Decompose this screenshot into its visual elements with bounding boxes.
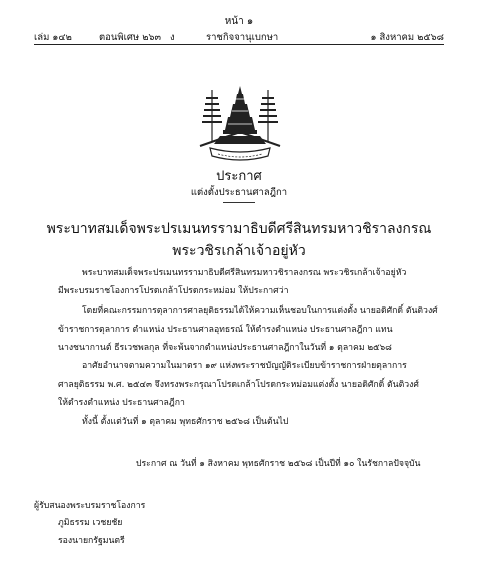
- royal-name-line-2: พระวชิรเกล้าเจ้าอยู่หัว: [172, 243, 306, 259]
- royal-name-line-1: พระบาทสมเด็จพระปรเมนทรรามาธิบดีศรีสินทรมหาวชิราลงกรณ: [46, 221, 432, 237]
- body-line: อาศัยอำนาจตามความในมาตรา ๑๙ แห่งพระราชบัญญัติระเบียบข้าราชการฝ่ายตุลาการ: [82, 361, 407, 371]
- announcement-subtitle: แต่งตั้งประธานศาลฎีกา: [190, 187, 288, 198]
- body-line: ศาลยุติธรรม พ.ศ. ๒๕๔๓ จึงทรงพระกรุณาโปรดเกล้าโปรดกระหม่อมแต่งตั้ง นายอดิศักดิ์ ตันติวงศ์: [58, 380, 419, 390]
- issue-number: ตอนพิเศษ ๒๖๓: [99, 32, 161, 43]
- body-line: โดยที่คณะกรรมการตุลาการศาลยุติธรรมได้ให้ความเห็นชอบในการแต่งตั้ง นายอดิศักดิ์ ตันติวงศ์: [82, 306, 438, 316]
- body-line: ให้ดำรงตำแหน่ง ประธานศาลฎีกา: [58, 398, 185, 408]
- countersigner-name: ภูมิธรรม เวชยชัย: [58, 518, 123, 528]
- announcement-title: ประกาศ: [216, 169, 262, 184]
- body-line: มีพระบรมราชโองการโปรดเกล้าโปรดกระหม่อม ให้ประกาศว่า: [58, 286, 289, 296]
- volume-number: เล่ม ๑๔๒: [34, 32, 72, 43]
- body-line: นางชนากานต์ ธีรเวชพลกุล ที่จะพ้นจากตำแหน่งประธานศาลฎีกาในวันที่ ๑ ตุลาคม ๒๕๖๘: [58, 343, 392, 353]
- page-number: หน้า ๑: [224, 16, 254, 27]
- body-line: ข้าราชการตุลาการ ตำแหน่ง ประธานศาลอุทธรณ์ ให้ดำรงตำแหน่ง ประธานศาลฎีกา แทน: [58, 325, 393, 335]
- gazette-date: ๑ สิงหาคม ๒๕๖๘: [370, 32, 444, 43]
- countersigner-position: รองนายกรัฐมนตรี: [58, 536, 125, 546]
- given-date-line: ประกาศ ณ วันที่ ๑ สิงหาคม พุทธศักราช ๒๕๖๘ เป็นปีที่ ๑๐ ในรัชกาลปัจจุบัน: [136, 459, 421, 469]
- section-letter: ง: [170, 32, 175, 43]
- gazette-name: ราชกิจจานุเบกษา: [206, 32, 279, 43]
- royal-garuda-crown-emblem-icon: [194, 84, 286, 162]
- header-divider: [34, 44, 444, 45]
- title-divider: [223, 202, 255, 203]
- body-line: พระบาทสมเด็จพระปรเมนทรรามาธิบดีศรีสินทรมหาวชิราลงกรณ พระวชิรเกล้าเจ้าอยู่หัว: [82, 268, 407, 278]
- countersign-label: ผู้รับสนองพระบรมราชโองการ: [34, 501, 146, 511]
- body-line: ทั้งนี้ ตั้งแต่วันที่ ๑ ตุลาคม พุทธศักราช ๒๕๖๘ เป็นต้นไป: [82, 417, 289, 427]
